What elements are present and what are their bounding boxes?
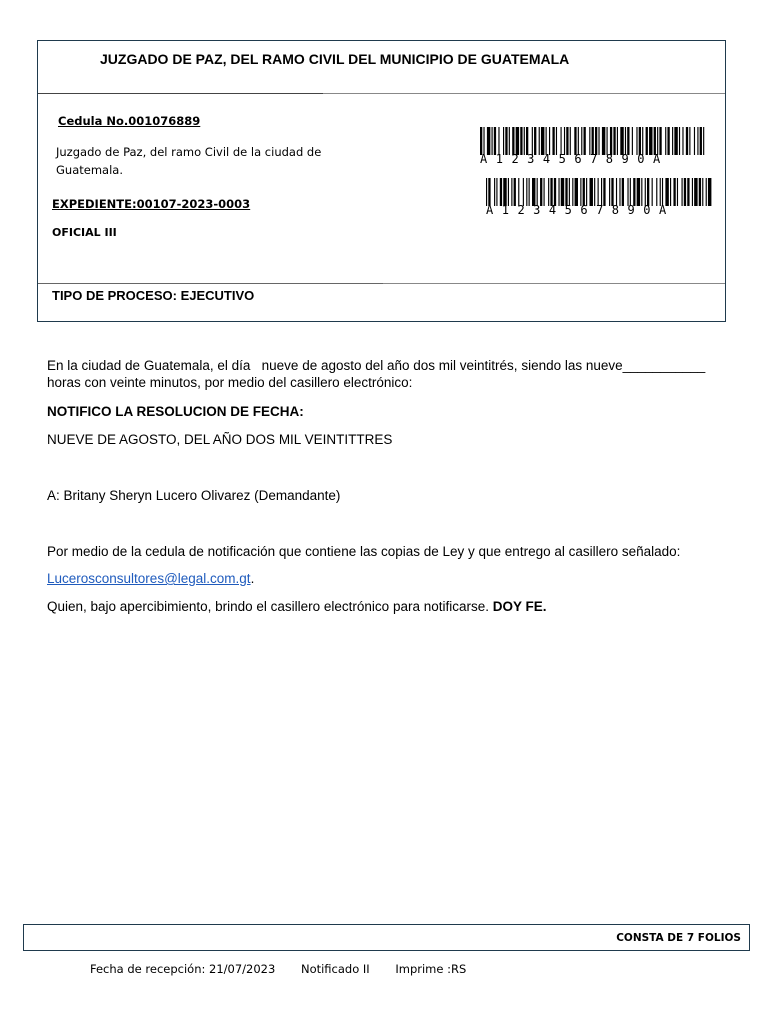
header-box (37, 40, 726, 322)
barcode-2 (486, 178, 712, 215)
consta-folios: CONSTA DE 7 FOLIOS (616, 932, 741, 944)
header-divider-right (323, 93, 725, 94)
tipo-divider-right (383, 283, 725, 284)
doy-fe: DOY FE. (492, 599, 547, 614)
expediente-number: EXPEDIENTE:00107-2023-0003 (52, 197, 251, 211)
footer-info (90, 962, 488, 976)
barcode-1-bars (480, 127, 706, 155)
imprime: Imprime :RS (395, 962, 467, 976)
barcode-2-bars (486, 178, 712, 206)
header-divider (38, 93, 323, 94)
intro-text-b: nueve de agosto del año dos mil veintitrés, siendo las nueve (261, 358, 623, 373)
juzgado-line-1: Juzgado de Paz, del ramo Civil de la ciudad de (56, 145, 322, 159)
intro-blank: ___________ (622, 358, 706, 373)
fecha-resolucion: NUEVE DE AGOSTO, DEL AÑO DOS MIL VEINTITTRES (47, 432, 393, 447)
cedula-number: Cedula No.001076889 (58, 114, 201, 128)
email-link[interactable]: Lucerosconsultores@legal.com.gt (47, 571, 251, 586)
intro-text-a: En la ciudad de Guatemala, el día (47, 358, 251, 373)
tipo-divider (38, 283, 383, 284)
barcode-2-text: A1234567890A (486, 203, 675, 217)
por-medio-text: Por medio de la cedula de notificación que contiene las copias de Ley y que entrego al casillero señalado: (47, 544, 681, 559)
quien-line (47, 598, 547, 615)
oficial-label: OFICIAL III (52, 226, 117, 239)
intro-paragraph (47, 357, 737, 391)
destinatario: A: Britany Sheryn Lucero Olivarez (Demandante) (47, 488, 341, 503)
tipo-proceso: TIPO DE PROCESO: EJECUTIVO (52, 288, 255, 303)
email-line (47, 570, 254, 587)
footer-box (23, 924, 750, 951)
juzgado-text (56, 143, 356, 179)
intro-line-2: horas con veinte minutos, por medio del casillero electrónico: (47, 375, 413, 390)
juzgado-line-2: Guatemala. (56, 163, 123, 177)
quien-text: Quien, bajo apercibimiento, brindo el casillero electrónico para notificarse. (47, 599, 489, 614)
email-period: . (250, 571, 255, 586)
notifico-heading: NOTIFICO LA RESOLUCION DE FECHA: (47, 404, 304, 419)
barcode-1 (480, 127, 706, 164)
intro-line-1 (47, 357, 737, 374)
fecha-recepcion: Fecha de recepción: 21/07/2023 (90, 962, 276, 976)
barcode-1-text: A1234567890A (480, 152, 669, 166)
notificado: Notificado II (300, 962, 370, 976)
court-title: JUZGADO DE PAZ, DEL RAMO CIVIL DEL MUNICIPIO DE GUATEMALA (100, 51, 570, 67)
